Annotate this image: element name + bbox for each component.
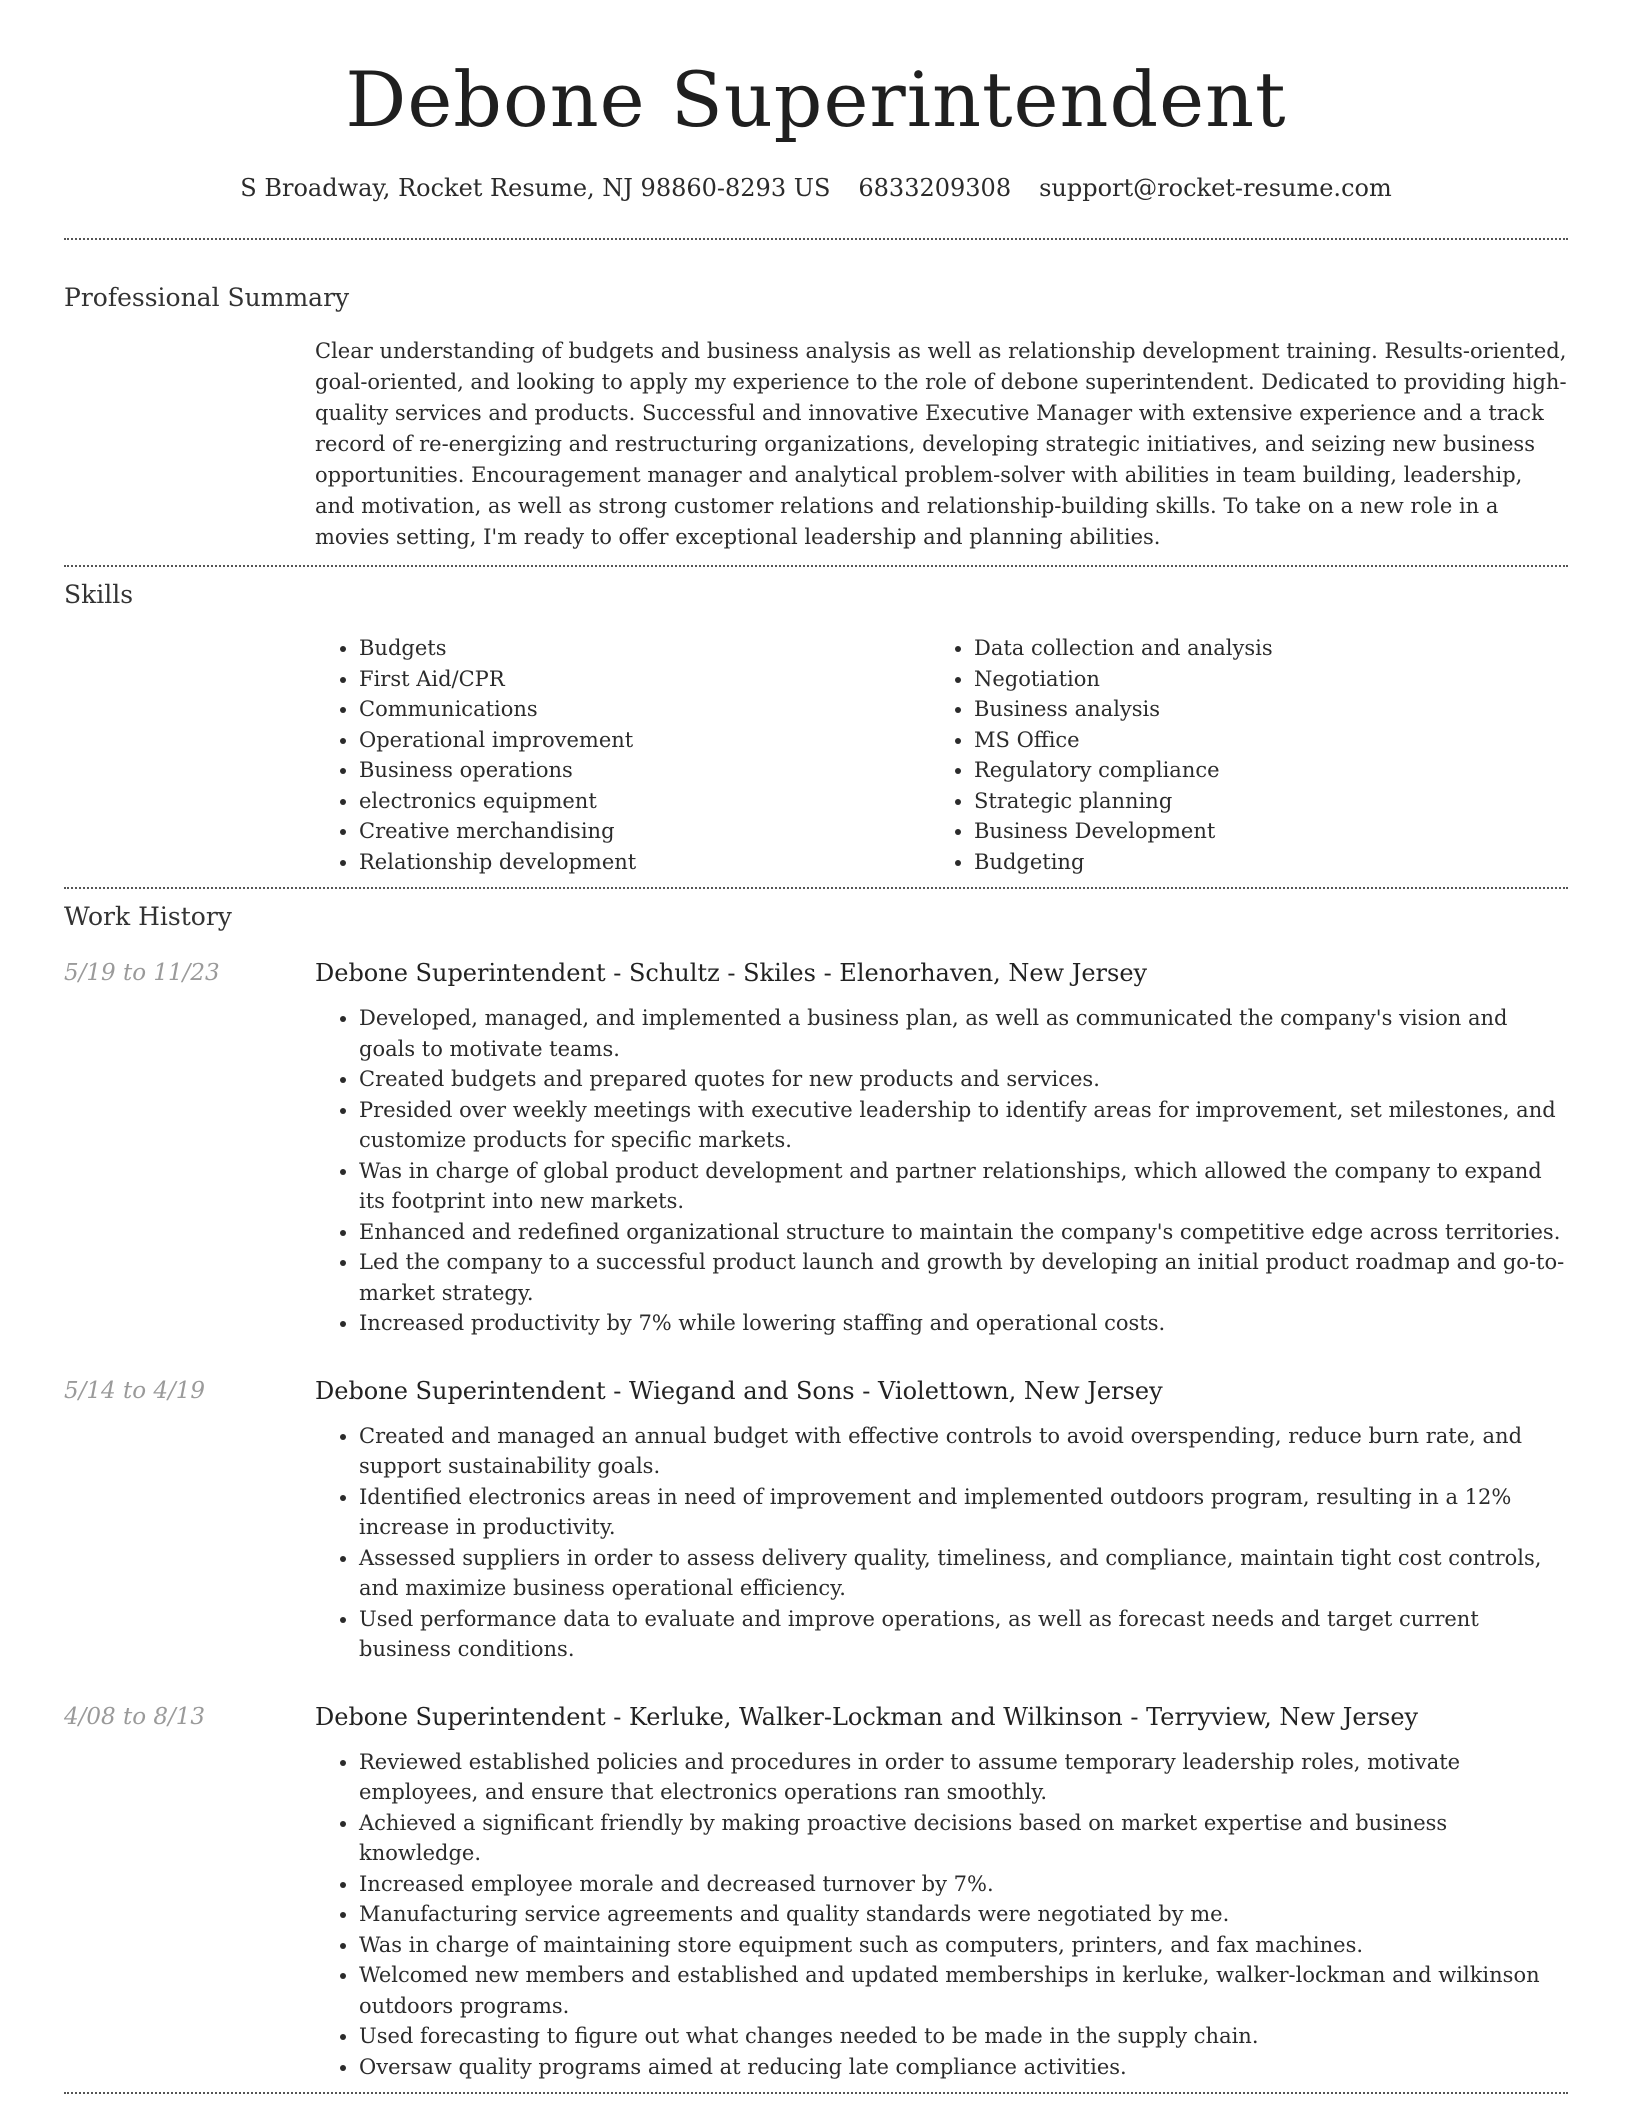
job-title: Debone Superintendent - Wiegand and Sons - Violettown, New Jersey [315,1376,1163,1405]
contact-address: S Broadway, Rocket Resume, NJ 98860-8293 US [240,174,831,202]
job-bullet: • Achieved a significant friendly by making proactive decisions based on market expertise and business knowledge. [359,1808,1568,1869]
skill-item: • Relationship development [359,847,930,878]
job-entry [64,1375,1568,1665]
divider [64,565,1568,567]
divider [64,887,1568,889]
skill-item: • Operational improvement [359,725,930,756]
work-section [64,901,1568,2082]
job-bullet: • Developed, managed, and implemented a business plan, as well as communicated the company's vision and goals to motivate teams. [359,1003,1568,1064]
skill-item: • Negotiation [974,664,1545,695]
skill-item: • Budgeting [974,847,1545,878]
job-bullets [315,1003,1568,1339]
skill-item: • electronics equipment [359,786,930,817]
skill-item: • Data collection and analysis [974,633,1545,664]
skill-item: • First Aid/CPR [359,664,930,695]
work-heading: Work History [64,902,232,931]
job-bullet: • Identified electronics areas in need of improvement and implemented outdoors program, resulting in a 12% increase in productivity. [359,1482,1568,1543]
summary-heading: Professional Summary [64,283,350,312]
candidate-name: Debone Superintendent [345,55,1287,144]
job-bullet: • Used performance data to evaluate and improve operations, as well as forecast needs and target current business conditions. [359,1604,1568,1665]
job-bullet: • Enhanced and redefined organizational structure to maintain the company's competitive edge across territories. [359,1217,1568,1248]
job-bullet: • Reviewed established policies and procedures in order to assume temporary leadership roles, motivate employees, and ensure that electronics operations ran smoothly. [359,1747,1568,1808]
skill-item: • Regulatory compliance [974,755,1545,786]
resume-page [64,0,1568,2094]
summary-text: Clear understanding of budgets and business analysis as well as relationship development training. Results-oriented, goal-oriented, and looking to apply my experience to the role of debone superintendent. Dedicated to providing high-quality services and products. Successful and innovative Executive Manager with extensive experience and a track record of re-energizing and restructuring organizations, developing strategic initiatives, and seizing new business opportunities. Encouragement manager and analytical problem-solver with abilities in team building, leadership, and motivation, as well as strong customer relations and relationship-building skills. To take on a new role in a movies setting, I'm ready to offer exceptional leadership and planning abilities. [315,339,1567,549]
skill-item: • Budgets [359,633,930,664]
job-bullet: • Was in charge of maintaining store equipment such as computers, printers, and fax machines. [359,1930,1568,1961]
job-bullet: • Created budgets and prepared quotes for new products and services. [359,1064,1568,1095]
contact-phone: 6833209308 [858,174,1012,202]
job-bullet: • Was in charge of global product development and partner relationships, which allowed the company to expand its footprint into new markets. [359,1156,1568,1217]
job-title: Debone Superintendent - Schultz - Skiles - Elenorhaven, New Jersey [315,959,1148,987]
contact-line [64,172,1568,204]
job-entry [64,957,1568,1339]
job-dates: 5/14 to 4/19 [64,1377,206,1404]
skills-list-right [930,633,1545,877]
job-bullet: • Increased productivity by 7% while lowering staffing and operational costs. [359,1308,1568,1339]
job-bullet: • Led the company to a successful product launch and growth by developing an initial product roadmap and go-to-market strategy. [359,1247,1568,1308]
skills-list-left [315,633,930,877]
job-bullet: • Manufacturing service agreements and quality standards were negotiated by me. [359,1899,1568,1930]
skills-columns [315,633,1568,877]
job-dates: 5/19 to 11/23 [64,960,220,986]
skill-item: • Communications [359,694,930,725]
job-bullet: • Created and managed an annual budget with effective controls to avoid overspending, reduce burn rate, and support sustainability goals. [359,1421,1568,1482]
skill-item: • Business Development [974,816,1545,847]
skill-item: • Business analysis [974,694,1545,725]
skills-heading: Skills [64,580,134,609]
contact-email[interactable]: support@rocket-resume.com [1039,174,1392,202]
job-bullet: • Oversaw quality programs aimed at reducing late compliance activities. [359,2052,1568,2083]
skills-section [64,579,1568,877]
skill-item: • MS Office [974,725,1545,756]
job-dates: 4/08 to 8/13 [64,1703,206,1730]
job-bullet: • Used forecasting to figure out what changes needed to be made in the supply chain. [359,2021,1568,2052]
job-bullet: • Increased employee morale and decreased turnover by 7%. [359,1869,1568,1900]
job-bullet: • Welcomed new members and established and updated memberships in kerluke, walker-lockman and wilkinson outdoors programs. [359,1960,1568,2021]
job-bullets [315,1747,1568,2083]
skill-item: • Business operations [359,755,930,786]
divider [64,238,1568,240]
job-title: Debone Superintendent - Kerluke, Walker-Lockman and Wilkinson - Terryview, New Jersey [315,1702,1419,1731]
skill-item: • Creative merchandising [359,816,930,847]
summary-section [64,282,1568,553]
skill-item: • Strategic planning [974,786,1545,817]
job-entry [64,1701,1568,2083]
job-bullets [315,1421,1568,1665]
divider [64,2092,1568,2094]
job-bullet: • Presided over weekly meetings with executive leadership to identify areas for improvement, set milestones, and customize products for specific markets. [359,1095,1568,1156]
job-bullet: • Assessed suppliers in order to assess delivery quality, timeliness, and compliance, maintain tight cost controls, and maximize business operational efficiency. [359,1543,1568,1604]
